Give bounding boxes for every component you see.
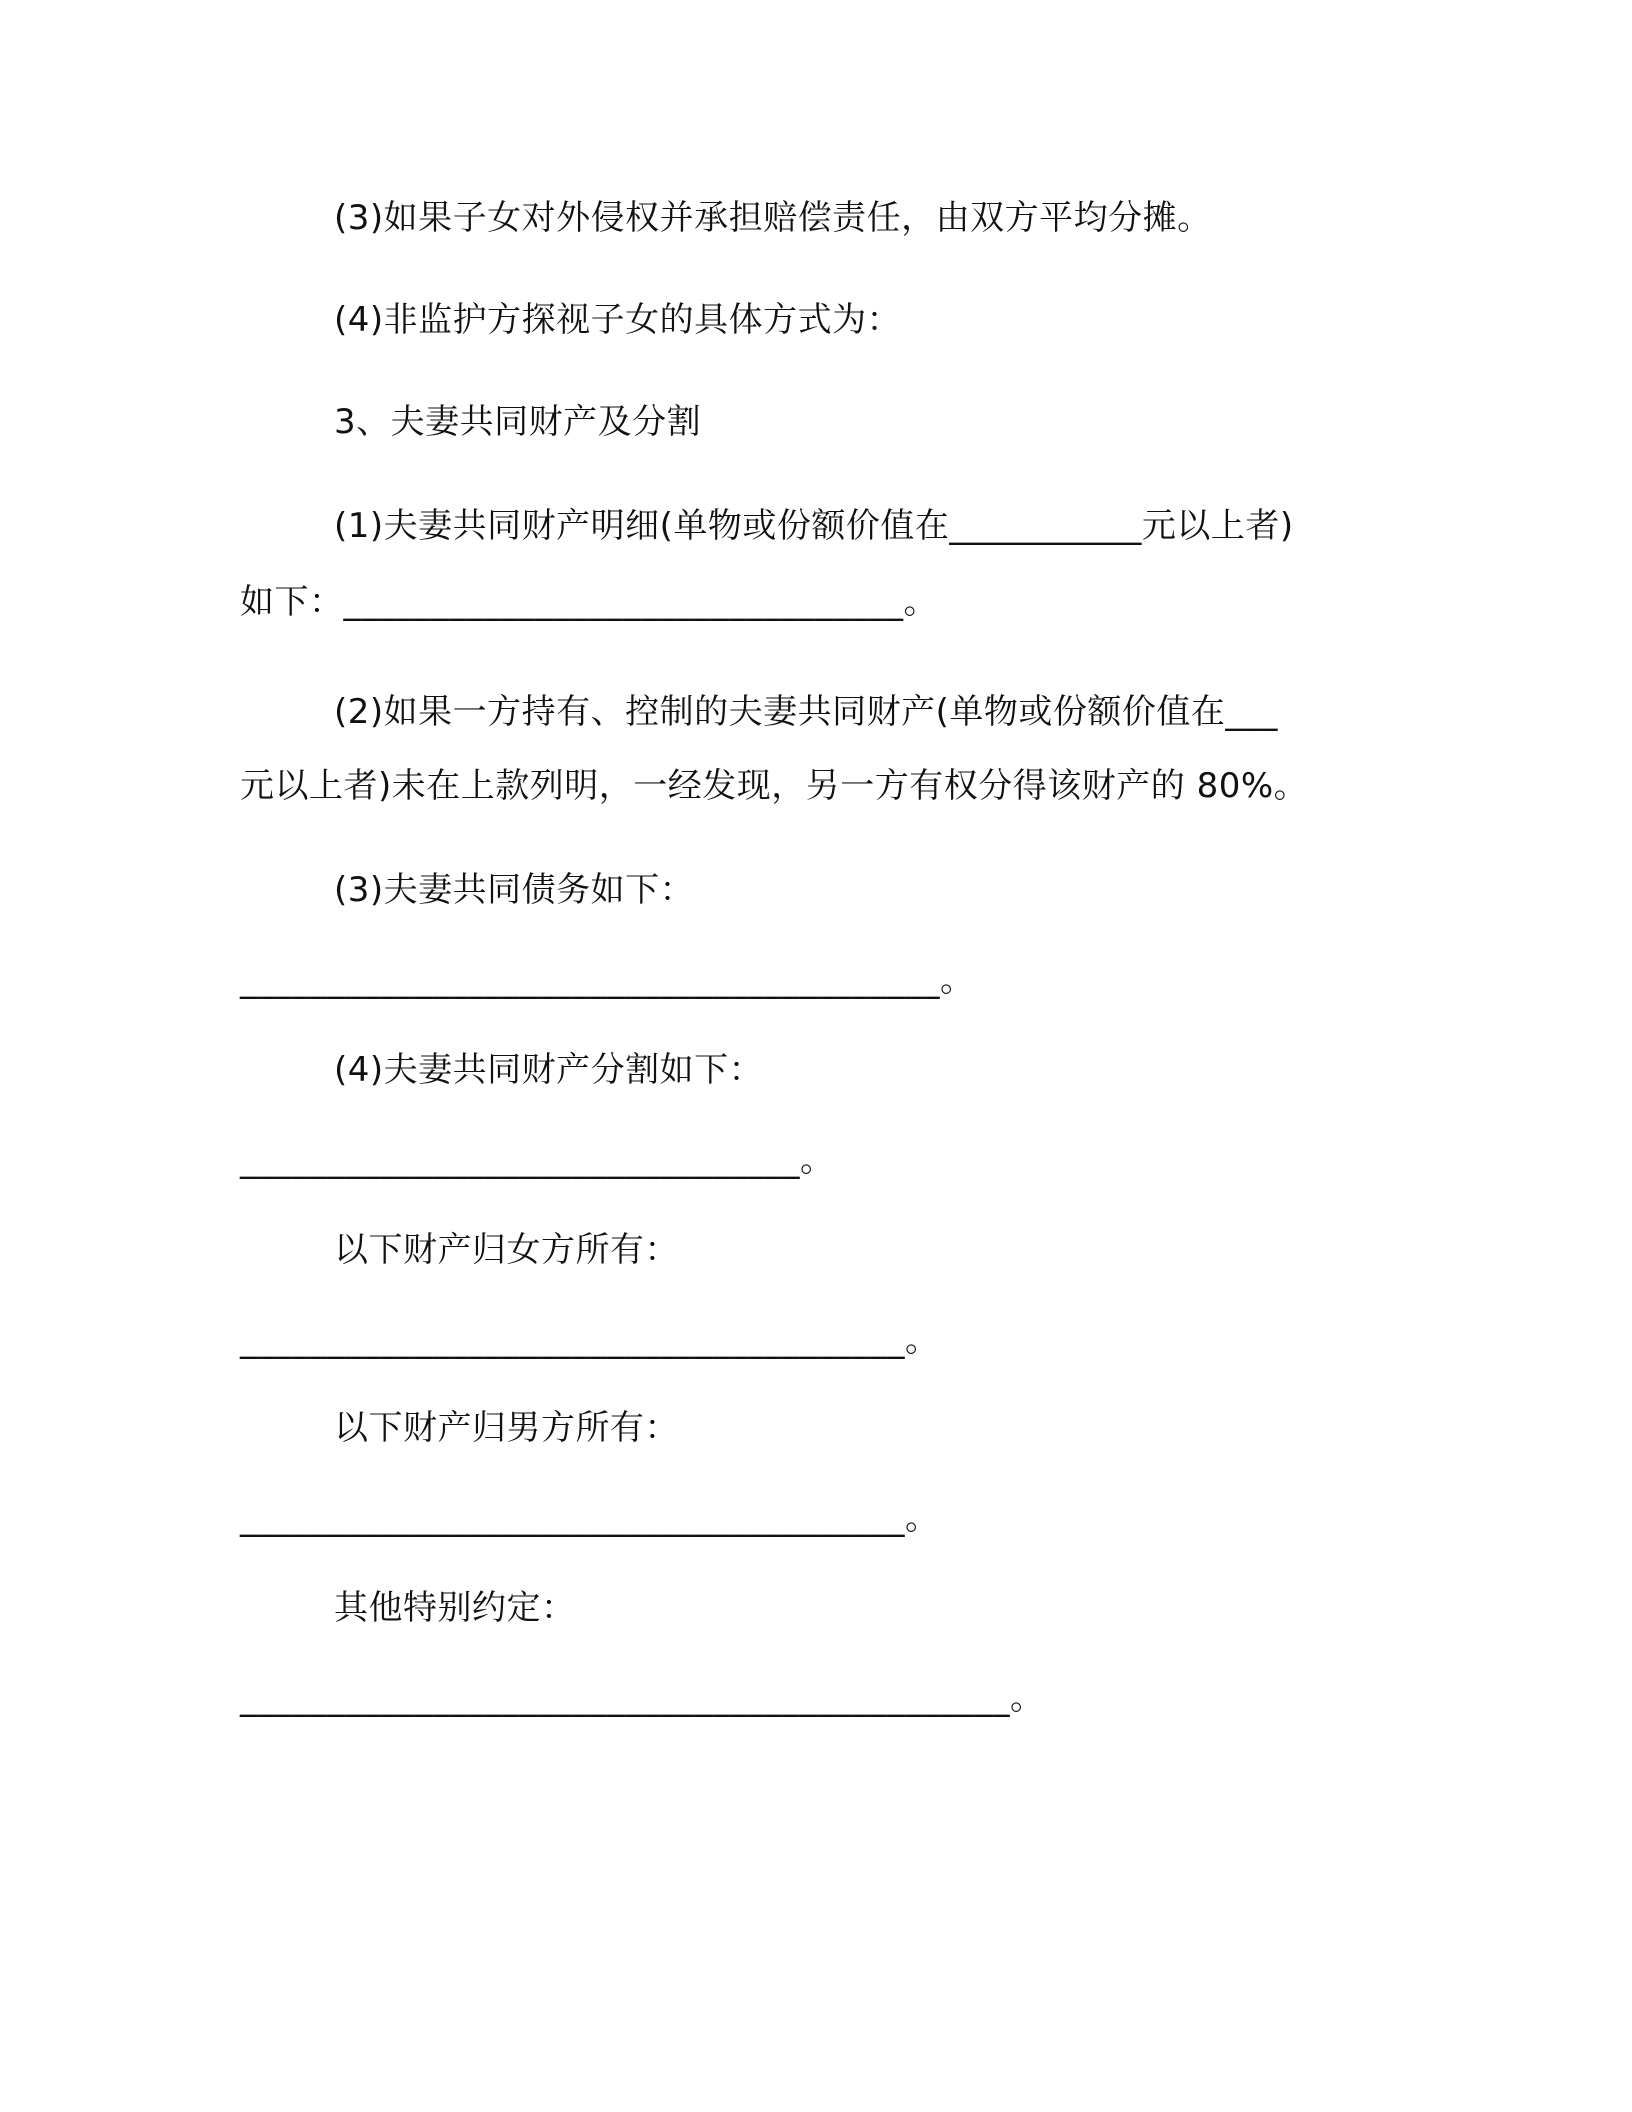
male-property-blank: ______________________________________。	[240, 1498, 940, 1538]
property-3-heading: (3)夫妻共同债务如下：	[334, 870, 695, 910]
property-2-line2: 元以上者)未在上款列明，一经发现，另一方有权分得该财产的 80%。	[240, 766, 1309, 806]
clause-3-3: (3)如果子女对外侵权并承担赔偿责任，由双方平均分摊。	[334, 198, 1212, 238]
section-3-heading: 3、夫妻共同财产及分割	[334, 402, 702, 442]
female-property-heading: 以下财产归女方所有：	[334, 1230, 679, 1270]
property-2-line1: (2)如果一方持有、控制的夫妻共同财产(单物或份额价值在___	[334, 692, 1278, 732]
property-3-blank: ________________________________________。	[240, 960, 975, 1000]
property-4-blank: ________________________________。	[240, 1140, 835, 1180]
property-1-line1: (1)夫妻共同财产明细(单物或份额价值在___________元以上者)	[334, 506, 1294, 546]
special-agreement-heading: 其他特别约定：	[334, 1588, 576, 1628]
male-property-heading: 以下财产归男方所有：	[334, 1408, 679, 1448]
female-property-blank: ______________________________________。	[240, 1320, 940, 1360]
property-1-line2: 如下：________________________________。	[240, 582, 938, 622]
clause-3-4: (4)非监护方探视子女的具体方式为：	[334, 300, 902, 340]
property-4-heading: (4)夫妻共同财产分割如下：	[334, 1050, 764, 1090]
special-agreement-blank: ____________________________________________。	[240, 1678, 1045, 1718]
